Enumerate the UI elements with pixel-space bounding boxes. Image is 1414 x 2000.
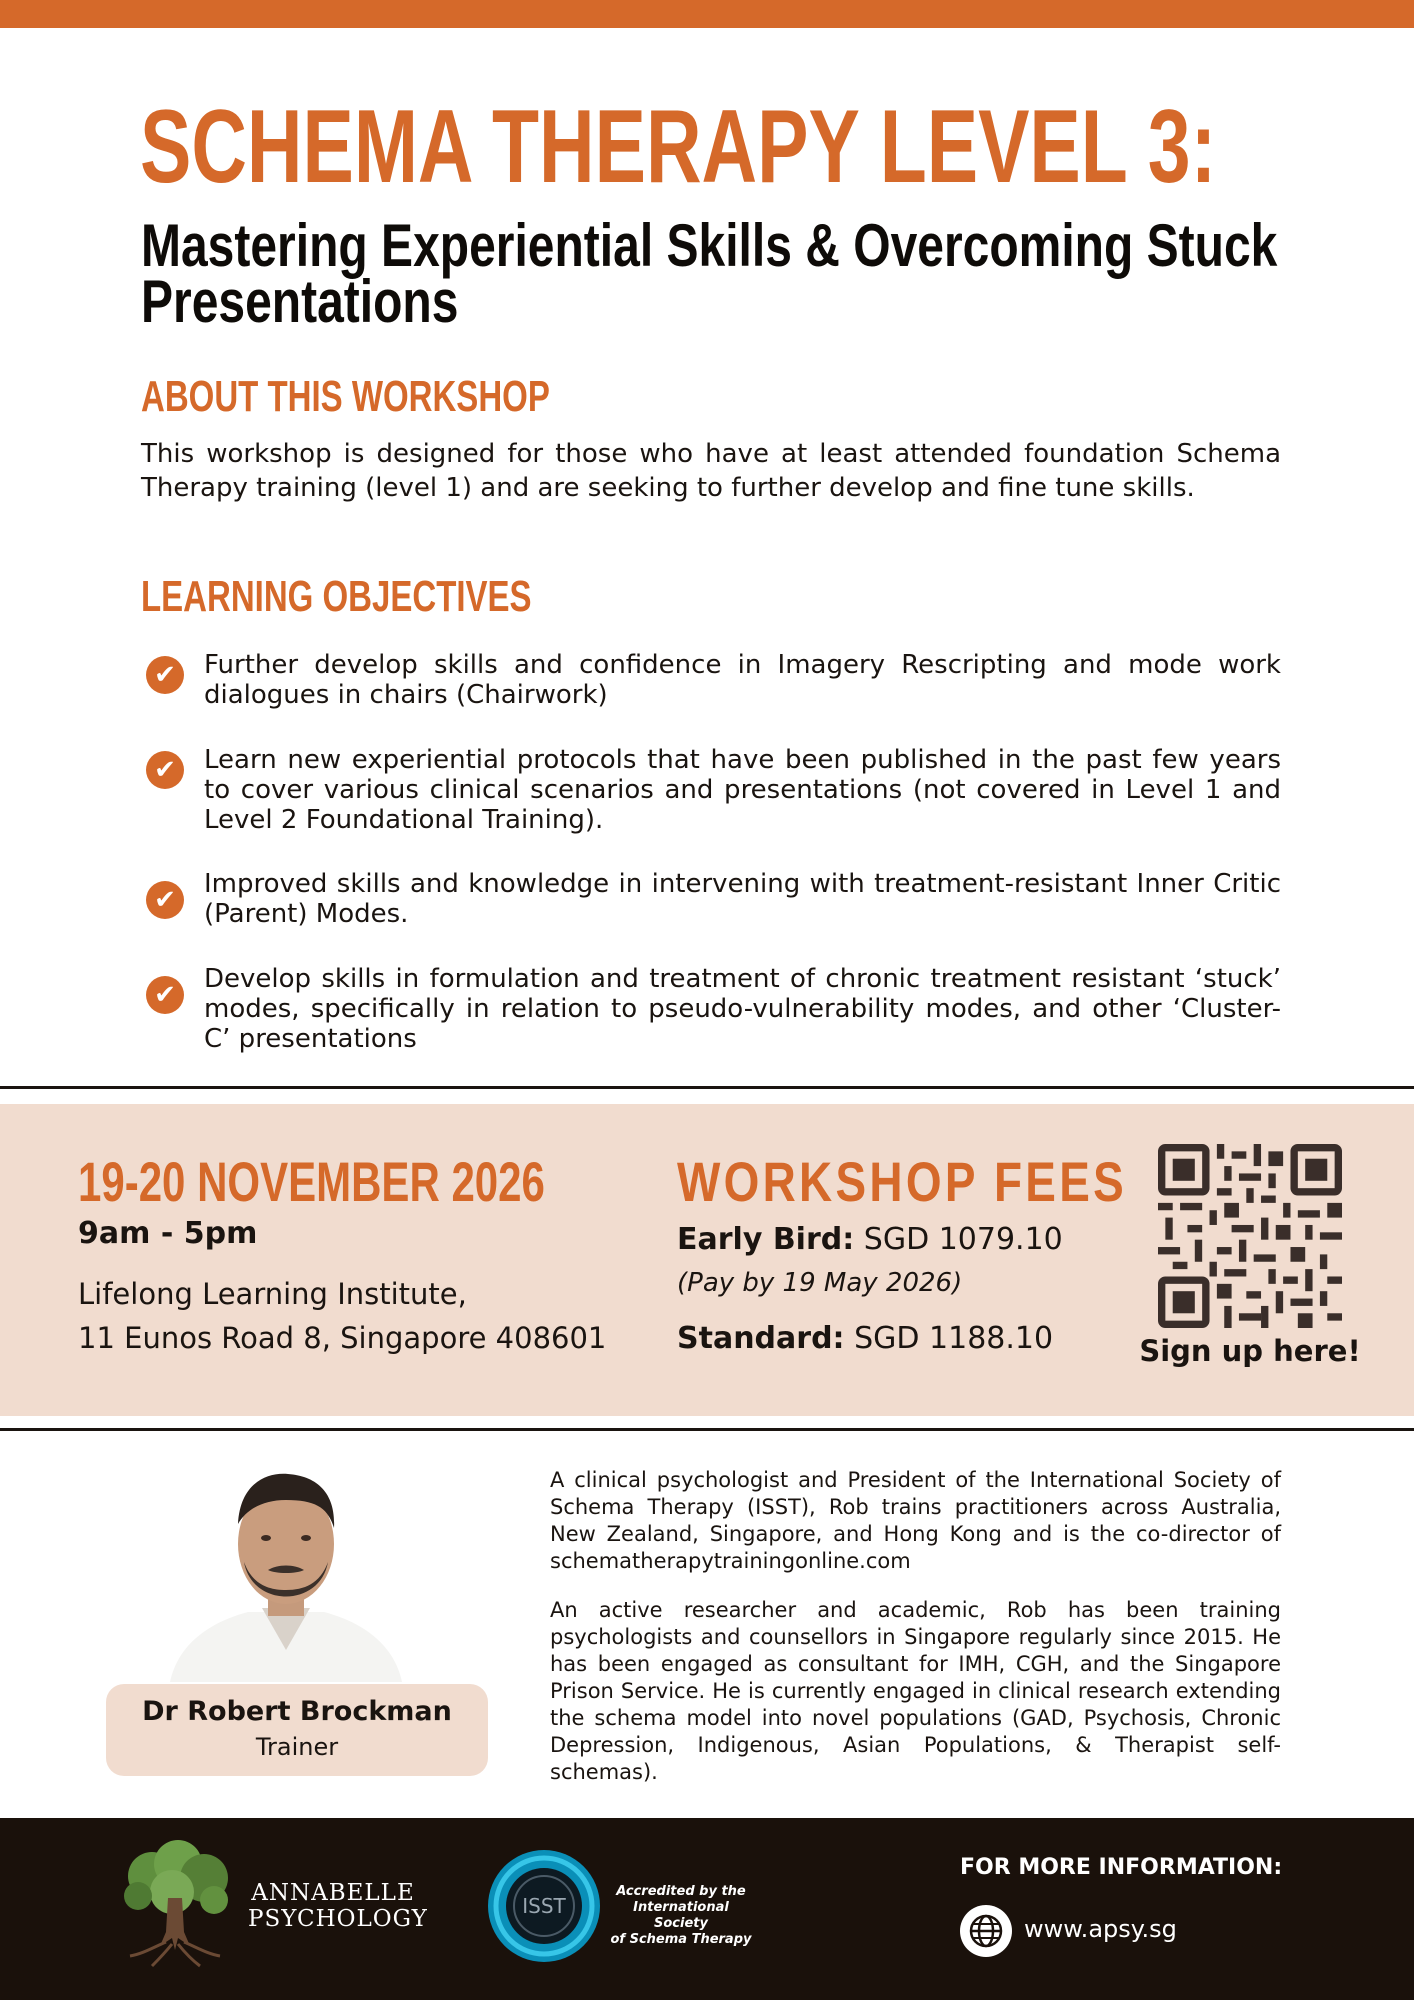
event-time: 9am - 5pm [78,1216,258,1251]
website-link[interactable]: www.apsy.sg [1024,1915,1177,1943]
fees-heading: WORKSHOP FEES [677,1150,1128,1213]
accredited-line-1: Accredited by the [616,1884,746,1899]
isst-logo-icon [486,1848,602,1964]
standard-label: Standard: [677,1321,845,1356]
early-bird-note: (Pay by 19 May 2026) [677,1268,963,1298]
trainer-role: Trainer [255,1733,339,1761]
divider [0,1428,1414,1431]
trainer-bio-2: An active researcher and academic, Rob has been training psychologists and counsellors in Singapore regularly since 2015. He has been engaged as consultant for IMH, CGH, and the Singapore Prison Service. He is currently engaged in clinical research extending the schema model into novel populations (GAD, Psychosis, Chronic Depression, Indigenous, Asian Populations, & Therapist self-schemas). [550,1598,1281,1784]
brand-name [248,1880,428,1932]
early-bird-label: Early Bird: [677,1222,855,1257]
early-bird-fee [677,1222,1063,1257]
trainer-photo [170,1458,402,1682]
trainer-name: Dr Robert Brockman [142,1696,452,1727]
objectives-heading: LEARNING OBJECTIVES [141,572,532,621]
more-info-label: FOR MORE INFORMATION: [960,1855,1283,1880]
standard-fee [677,1321,1053,1356]
brand-line-2: PSYCHOLOGY [248,1906,428,1932]
page-title: SCHEMA THERAPY LEVEL 3: [140,89,1217,205]
page-subtitle: Mastering Experiential Skills & Overcoming Stuck Presentations [141,212,1278,335]
qr-code-icon[interactable] [1158,1144,1342,1328]
signup-label[interactable]: Sign up here! [1139,1334,1361,1368]
venue-line-2: 11 Eunos Road 8, Singapore 408601 [78,1321,607,1355]
objective-text: Improved skills and knowledge in intervening with treatment-resistant Inner Critic (Parent) Modes. [204,869,1281,929]
objective-text: Further develop skills and confidence in Imagery Rescripting and mode work dialogues in chairs (Chairwork) [204,650,1281,710]
globe-icon [960,1905,1012,1957]
about-text: This workshop is designed for those who have at least attended foundation Schema Therapy training (level 1) and are seeking to further develop and fine tune skills. [141,439,1281,503]
check-circle-icon: ✔ [146,976,184,1014]
brand-line-1: ANNABELLE [251,1880,415,1906]
tree-logo-icon [112,1838,238,1968]
objective-text: Develop skills in formulation and treatment of chronic treatment resistant ‘stuck’ modes, specifically in relation to pseudo-vulnerability modes, and other ‘Cluster-C’ presentations [204,964,1281,1054]
check-circle-icon: ✔ [146,881,184,919]
trainer-bio-1: A clinical psychologist and President of the International Society of Schema Therapy (ISST), Rob trains practitioners across Australia, New Zealand, Singapore, and Hong Kong and is the co-director of schematherapytrainingonline.com [550,1468,1281,1573]
standard-price: SGD 1188.10 [854,1321,1054,1356]
event-date: 19-20 NOVEMBER 2026 [78,1150,545,1213]
early-bird-price: SGD 1079.10 [863,1222,1063,1257]
objective-text: Learn new experiential protocols that have been published in the past few years to cover various clinical scenarios and presentations (not covered in Level 1 and Level 2 Foundational Training). [204,745,1281,835]
venue-line-1: Lifelong Learning Institute, [78,1277,467,1311]
check-circle-icon: ✔ [146,751,184,789]
top-accent-bar [0,0,1414,28]
accredited-line-3: of Schema Therapy [610,1932,752,1947]
check-circle-icon: ✔ [146,656,184,694]
trainer-card [106,1684,488,1776]
isst-logo-text: ISST [522,1894,566,1918]
divider [0,1086,1414,1089]
about-heading: ABOUT THIS WORKSHOP [141,372,550,421]
accreditation-text [606,1884,756,1948]
accredited-line-2: International Society [633,1900,729,1931]
